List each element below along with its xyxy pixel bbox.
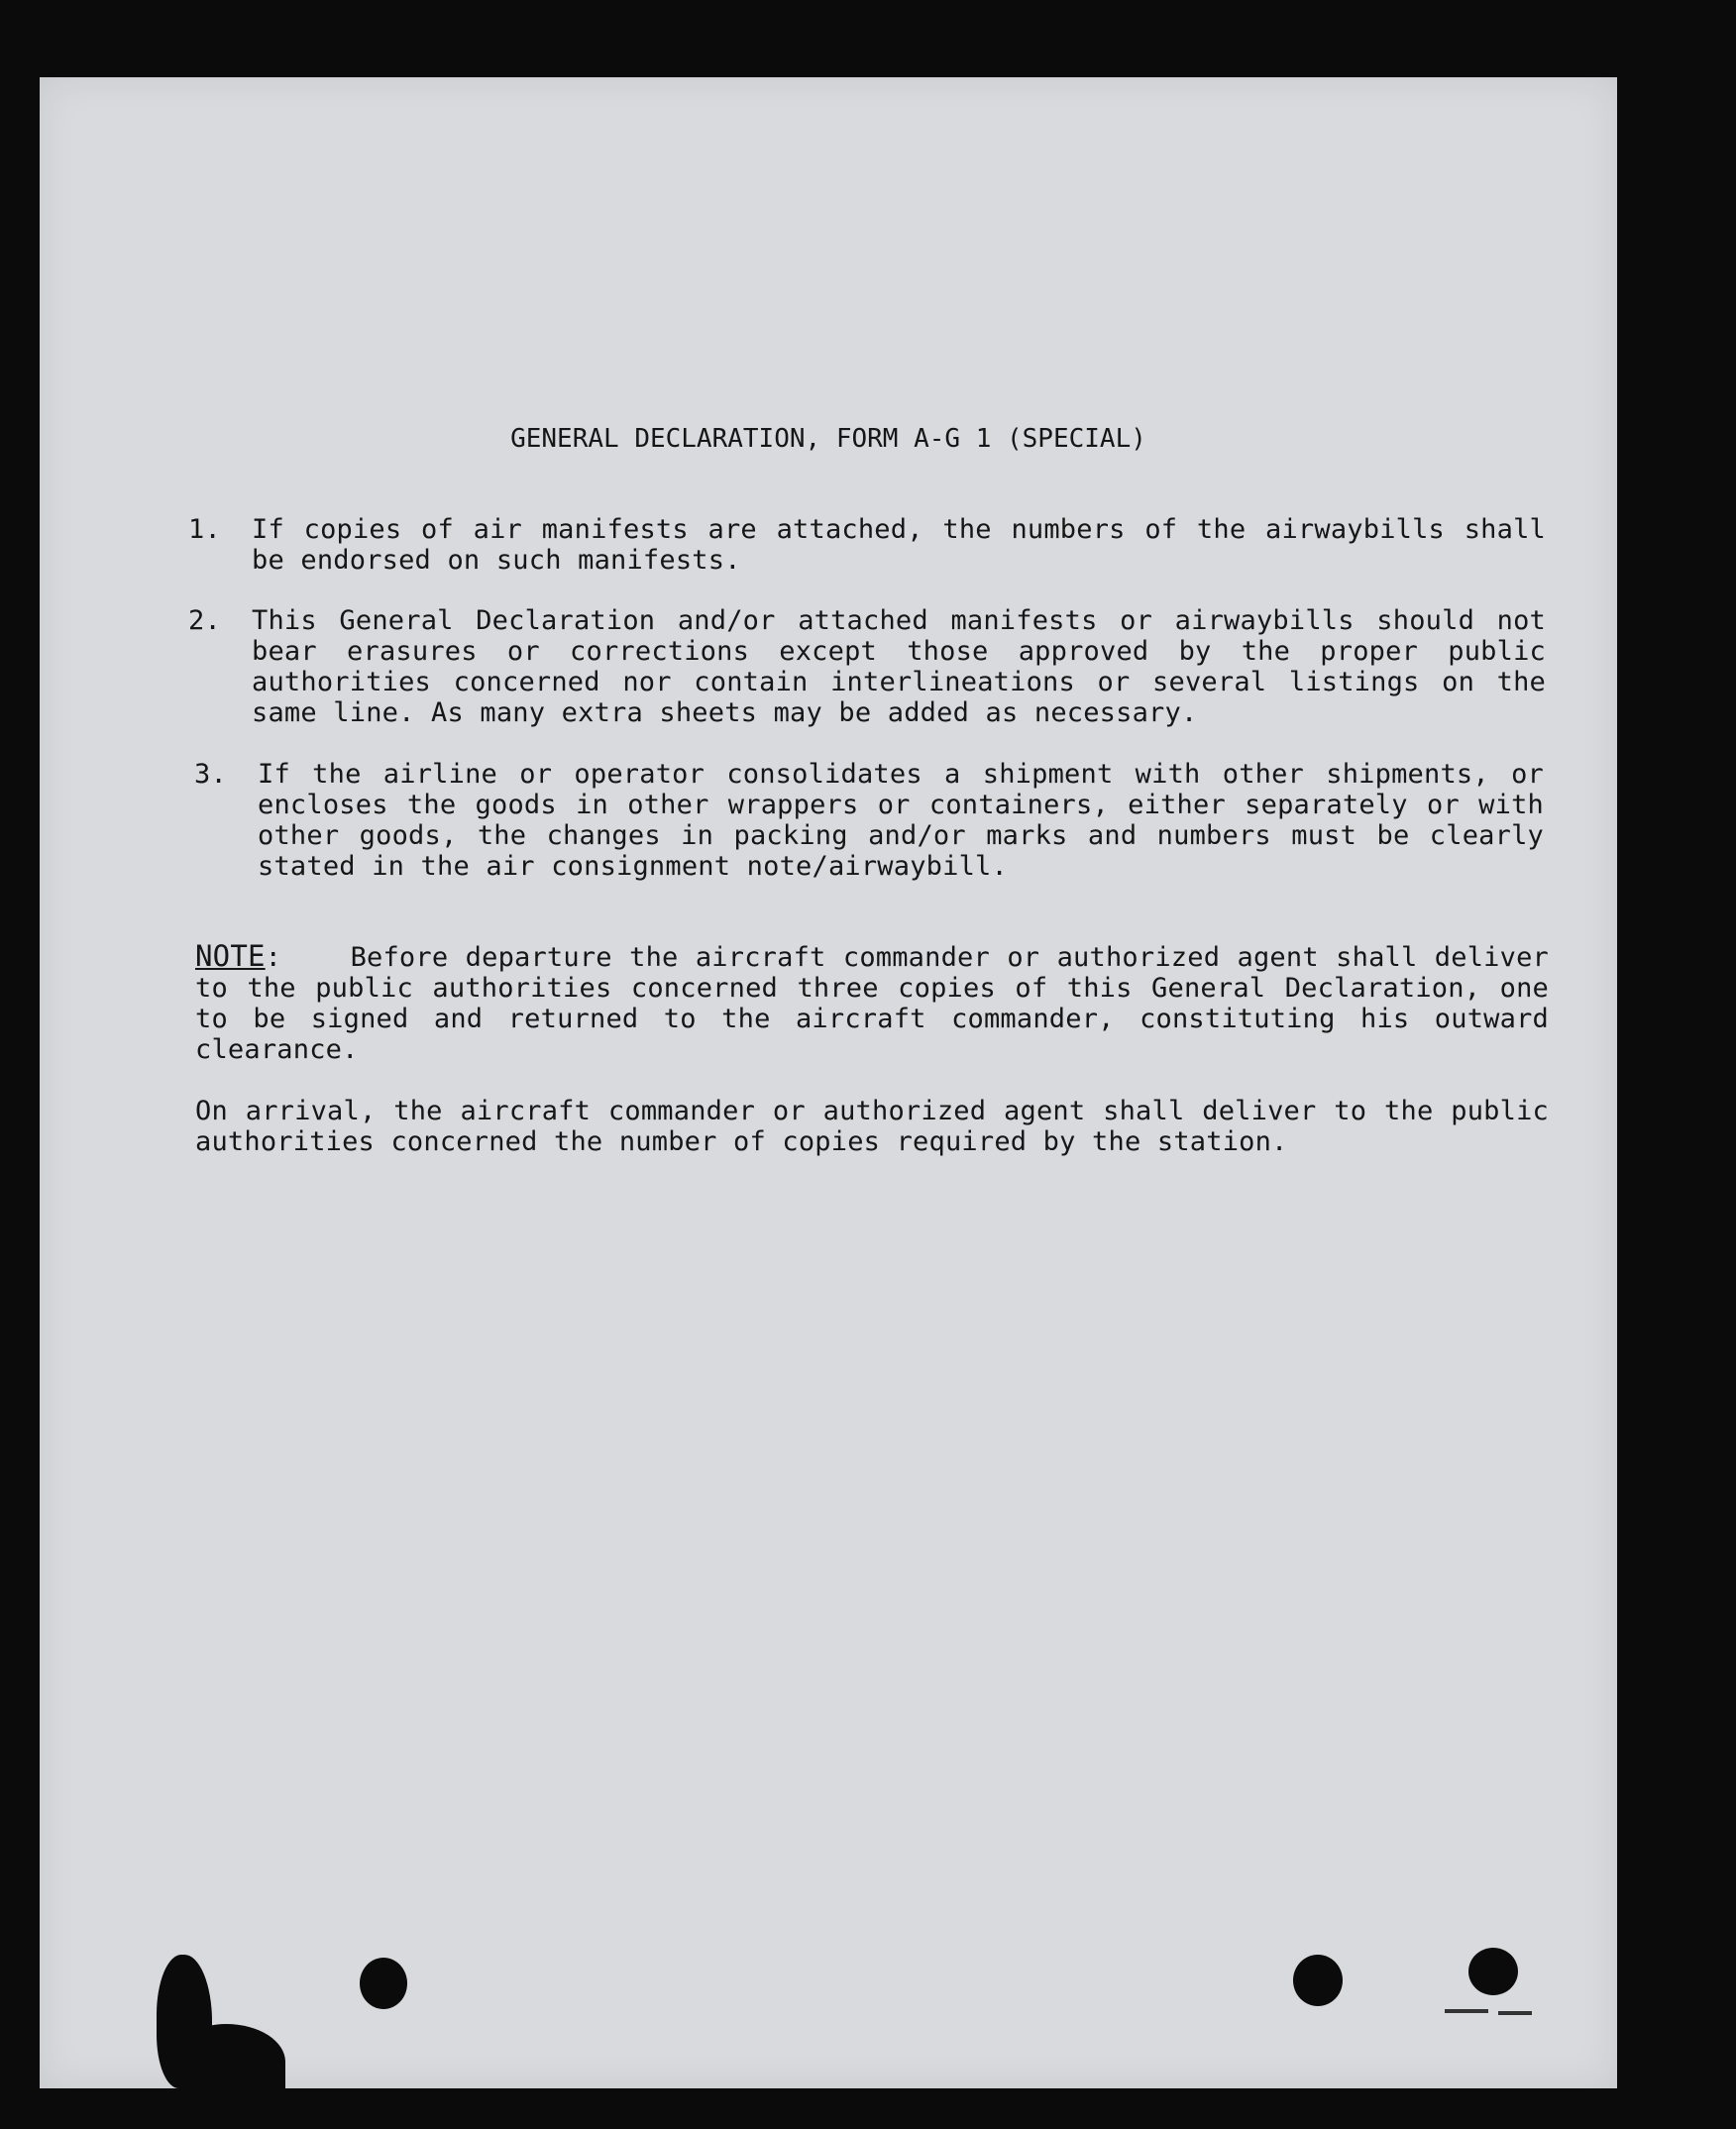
punch-hole-right — [1293, 1955, 1343, 2006]
note-paragraph — [195, 941, 1549, 1065]
torn-corner-edge — [176, 2024, 285, 2093]
instruction-item-1 — [188, 514, 1546, 576]
note-colon: : — [265, 942, 351, 973]
item-text: This General Declaration and/or attached manifests or airwaybills should not bear erasures or corrections except those approved by the proper public authorities concerned nor contain interlineations or several listings on the same line. As many extra sheets may be added as necessary. — [252, 605, 1546, 728]
ink-mark — [1445, 2009, 1488, 2013]
punch-hole-left — [360, 1958, 407, 2009]
note-label: NOTE — [195, 939, 266, 973]
item-text: If copies of air manifests are attached, the numbers of the airwaybills shall be endorsed on such manifests. — [252, 514, 1546, 576]
instruction-item-2 — [188, 605, 1546, 728]
instruction-item-3 — [194, 759, 1544, 882]
document-title: GENERAL DECLARATION, FORM A-G 1 (SPECIAL) — [510, 424, 1146, 454]
item-number: 1. — [188, 514, 221, 545]
item-text: If the airline or operator consolidates a shipment with other shipments, or encloses the goods in other wrappers or containers, either separately or with other goods, the changes in packing and/or marks and numbers must be clearly stated in the air consignment note/airwaybill. — [258, 759, 1544, 882]
paper-sheet — [40, 77, 1617, 2088]
note-text: Before departure the aircraft commander or authorized agent shall deliver to the public authorities concerned three copies of this General Declaration, one to be signed and returned to the aircraft commander, constituting his outward clearance. — [195, 942, 1549, 1065]
arrival-paragraph: On arrival, the aircraft commander or authorized agent shall deliver to the public authorities concerned the number of copies required by the station. — [195, 1096, 1549, 1157]
item-number: 2. — [188, 605, 221, 636]
punch-hole-far-right — [1468, 1948, 1518, 1995]
item-number: 3. — [194, 759, 227, 790]
ink-mark — [1498, 2011, 1532, 2015]
